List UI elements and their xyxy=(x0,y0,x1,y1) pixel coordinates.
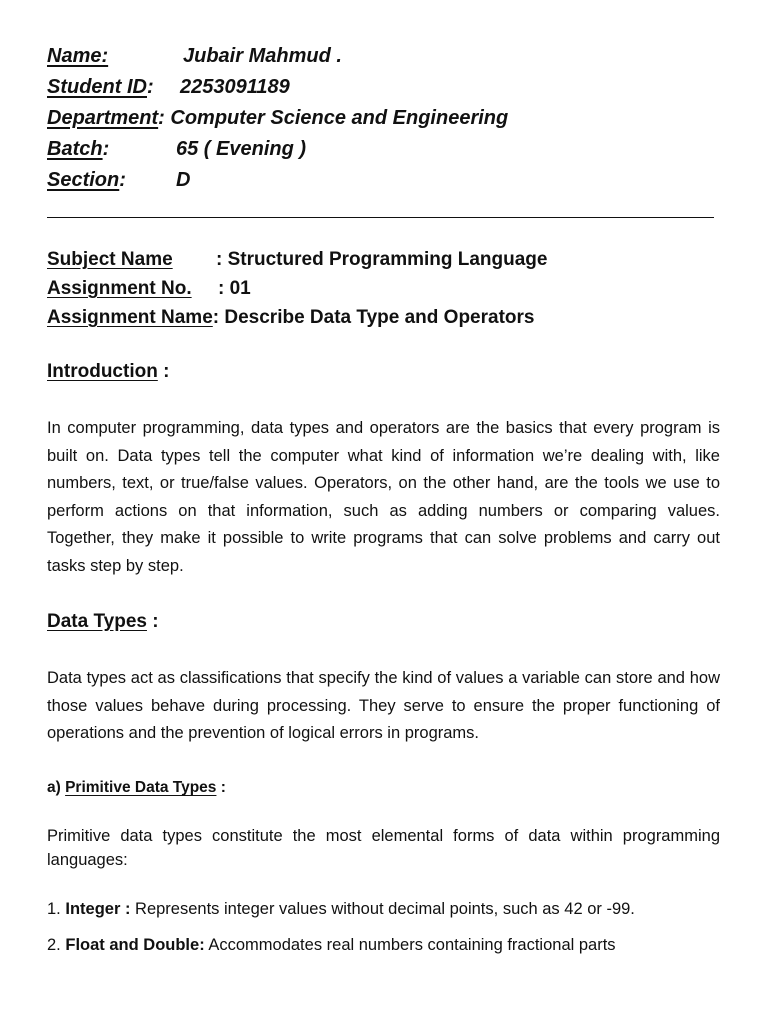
department-colon: : xyxy=(158,107,165,129)
introduction-heading-text: Introduction xyxy=(47,361,158,382)
section-value: D xyxy=(176,169,191,191)
assignment-name-row xyxy=(47,307,534,329)
batch-row xyxy=(47,138,109,161)
batch-colon: : xyxy=(102,138,110,160)
assignment-no-row xyxy=(47,278,192,300)
batch-value: 65 ( Evening ) xyxy=(176,138,307,160)
assignment-name-value: : Describe Data Type and Operators xyxy=(212,307,535,328)
list-item xyxy=(47,936,616,955)
primitive-paragraph: Primitive data types constitute the most elemental forms of data within programming languages: xyxy=(47,827,720,869)
department-value: Computer Science and Engineering xyxy=(170,107,509,129)
data-types-heading xyxy=(47,611,159,633)
primitive-heading-colon: : xyxy=(216,779,226,796)
section-row xyxy=(47,169,126,192)
primitive-prefix: a) xyxy=(47,779,66,796)
list-item-term: Float and Double: xyxy=(65,936,205,954)
assignment-no-value: : 01 xyxy=(218,278,251,299)
department-label: Department xyxy=(47,107,159,129)
department-row xyxy=(47,107,508,130)
assignment-name-label: Assignment Name xyxy=(47,307,213,328)
horizontal-divider xyxy=(47,217,714,218)
subject-name-row xyxy=(47,249,173,271)
introduction-paragraph: In computer programming, data types and operators are the basics that every program is built on. Data types tell the computer what kind of information we’re dealing with, like numbers, text, or true/false values. Operators, on the other hand, are the tools we use to perform actions on that information, such as adding numbers or comparing values. Together, they make it possible to write programs that can solve problems and carry out tasks step by step. xyxy=(47,419,720,575)
list-item-text: Represents integer values without decimal points, such as 42 or -99. xyxy=(130,900,635,918)
name-row xyxy=(47,45,108,68)
list-item-text: Accommodates real numbers containing fractional parts xyxy=(204,936,616,954)
section-colon: : xyxy=(119,169,126,191)
assignment-no-label: Assignment No. xyxy=(47,278,192,299)
list-item xyxy=(47,900,635,919)
primitive-heading xyxy=(47,779,226,797)
introduction-heading-colon: : xyxy=(157,361,170,382)
name-value: Jubair Mahmud . xyxy=(183,45,342,67)
data-types-heading-colon: : xyxy=(146,611,159,632)
name-label: Name: xyxy=(47,45,109,67)
student-id-row xyxy=(47,76,154,99)
student-id-label: Student ID xyxy=(47,76,147,98)
batch-label: Batch xyxy=(47,138,103,160)
introduction-heading xyxy=(47,361,169,383)
primitive-heading-text: Primitive Data Types xyxy=(65,779,217,796)
data-types-heading-text: Data Types xyxy=(47,611,147,632)
section-label: Section xyxy=(47,169,120,191)
subject-name-value: : Structured Programming Language xyxy=(216,249,548,270)
student-id-value: 2253091189 xyxy=(180,76,290,98)
list-item-term: Integer : xyxy=(65,900,131,918)
list-item-number: 1. xyxy=(47,900,66,918)
list-item-number: 2. xyxy=(47,936,66,954)
subject-name-label: Subject Name xyxy=(47,249,173,270)
student-id-colon: : xyxy=(147,76,154,98)
data-types-paragraph: Data types act as classifications that specify the kind of values a variable can store and how those values behave during processing. They serve to ensure the proper functioning of operations and the prevention of logical errors in programs. xyxy=(47,669,720,742)
